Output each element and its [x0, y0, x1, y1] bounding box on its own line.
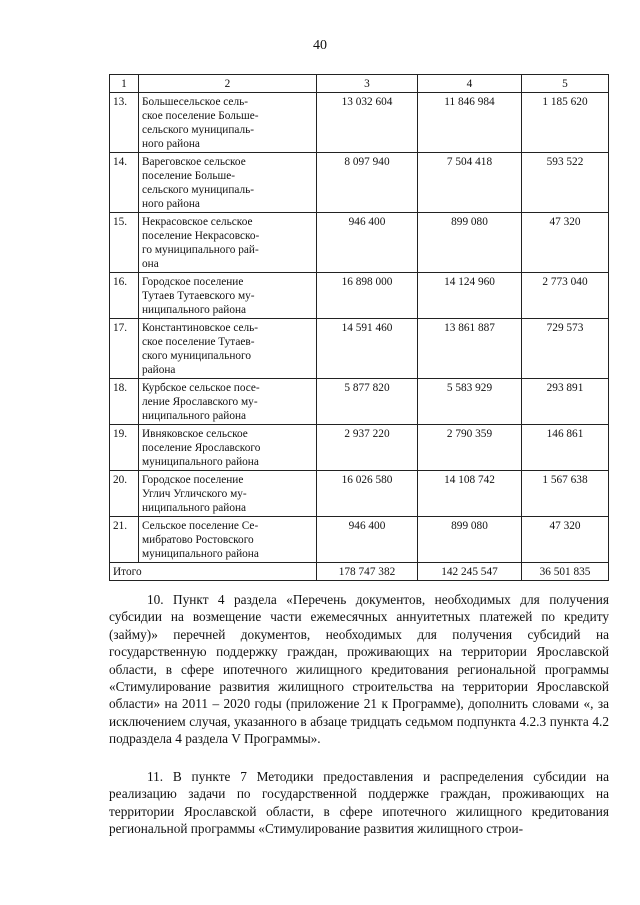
value-col5: 2 773 040: [522, 273, 609, 319]
header-cell-2: 2: [139, 75, 317, 93]
table-row: [110, 517, 609, 563]
row-number: 18.: [110, 379, 139, 425]
value-col4: 899 080: [418, 517, 522, 563]
value-col4: 899 080: [418, 213, 522, 273]
table-row: [110, 379, 609, 425]
value-col4: 5 583 929: [418, 379, 522, 425]
value-col4: 13 861 887: [418, 319, 522, 379]
value-col3: 13 032 604: [317, 93, 418, 153]
paragraph-11: 11. В пункте 7 Методики предоставления и распределения субсидии на реализацию задачи по государственной поддержке граждан, проживающих на территории Ярославской области, в сфере ипотечного жилищного кредитования региональной программы «Стимулирование развития жилищного строи-: [109, 769, 609, 837]
table-row: [110, 273, 609, 319]
total-col5: 36 501 835: [522, 563, 609, 581]
settlement-name: Городское поселение Углич Угличского му- ниципального района: [139, 471, 317, 517]
value-col3: 946 400: [317, 213, 418, 273]
header-cell-3: 3: [317, 75, 418, 93]
table-row: [110, 93, 609, 153]
table-row: [110, 319, 609, 379]
row-number: 17.: [110, 319, 139, 379]
value-col3: 946 400: [317, 517, 418, 563]
value-col3: 16 026 580: [317, 471, 418, 517]
table-row: [110, 425, 609, 471]
settlement-name: Ивняковское сельское поселение Ярославского муниципального района: [139, 425, 317, 471]
row-number: 19.: [110, 425, 139, 471]
total-col4: 142 245 547: [418, 563, 522, 581]
value-col4: 11 846 984: [418, 93, 522, 153]
table-row: [110, 471, 609, 517]
value-col5: 1 567 638: [522, 471, 609, 517]
value-col5: 47 320: [522, 517, 609, 563]
settlement-name: Городское поселение Тутаев Тутаевского му- ниципального района: [139, 273, 317, 319]
value-col5: 47 320: [522, 213, 609, 273]
row-number: 14.: [110, 153, 139, 213]
value-col4: 7 504 418: [418, 153, 522, 213]
paragraph-10: 10. Пункт 4 раздела «Перечень документов, необходимых для получения субсидии на возмещение части ежемесячных аннуитетных платежей по кредиту (займу)» перечней документов, необходимых для получения субсидий на государственную поддержку граждан, проживающих на территории Ярославской области, в сфере ипотечного жилищного кредитования региональной программы «Стимулирование развития жилищного строительства на территории Ярославской области» на 2011 – 2020 годы (приложение 21 к Программе), дополнить словами «, за исключением случая, указанного в абзаце тридцать седьмом подпункта 4.2.3 пункта 4.2 подраздела 4 раздела V Программы».: [109, 592, 609, 747]
value-col5: 146 861: [522, 425, 609, 471]
value-col3: 2 937 220: [317, 425, 418, 471]
row-number: 16.: [110, 273, 139, 319]
total-label: Итого: [110, 563, 317, 581]
settlement-name: Вареговское сельское поселение Больше- сельского муниципаль- ного района: [139, 153, 317, 213]
value-col3: 16 898 000: [317, 273, 418, 319]
value-col5: 293 891: [522, 379, 609, 425]
page-number: 40: [313, 38, 327, 53]
value-col5: 1 185 620: [522, 93, 609, 153]
header-cell-5: 5: [522, 75, 609, 93]
value-col5: 729 573: [522, 319, 609, 379]
row-number: 13.: [110, 93, 139, 153]
value-col4: 14 108 742: [418, 471, 522, 517]
settlement-name: Сельское поселение Се- мибратово Ростовского муниципального района: [139, 517, 317, 563]
value-col3: 5 877 820: [317, 379, 418, 425]
value-col5: 593 522: [522, 153, 609, 213]
settlement-name: Некрасовское сельское поселение Некрасовско- го муниципального рай- она: [139, 213, 317, 273]
settlement-name: Большесельское сель- ское поселение Больше- сельского муниципаль- ного района: [139, 93, 317, 153]
header-cell-4: 4: [418, 75, 522, 93]
table-header-row: [110, 75, 609, 93]
settlement-name: Курбское сельское посе- ление Ярославского му- ниципального района: [139, 379, 317, 425]
total-col3: 178 747 382: [317, 563, 418, 581]
row-number: 15.: [110, 213, 139, 273]
subsidy-table: [109, 74, 609, 581]
row-number: 21.: [110, 517, 139, 563]
table-row: [110, 213, 609, 273]
value-col4: 2 790 359: [418, 425, 522, 471]
header-cell-1: 1: [110, 75, 139, 93]
value-col3: 8 097 940: [317, 153, 418, 213]
row-number: 20.: [110, 471, 139, 517]
settlement-name: Константиновское сель- ское поселение Тутаев- ского муниципального района: [139, 319, 317, 379]
value-col3: 14 591 460: [317, 319, 418, 379]
table-total-row: [110, 563, 609, 581]
value-col4: 14 124 960: [418, 273, 522, 319]
table-row: [110, 153, 609, 213]
